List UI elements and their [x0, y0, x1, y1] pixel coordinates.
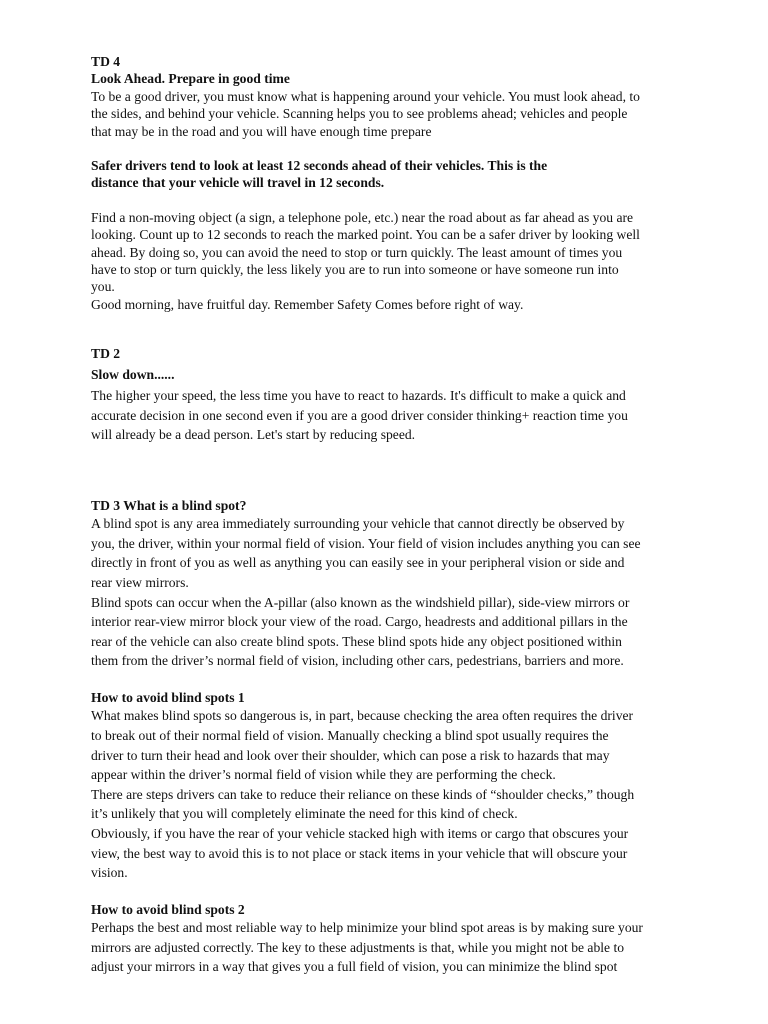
text-line: To be a good driver, you must know what is happening around your vehicle. You must look ahead, to: [91, 88, 640, 104]
avoid1-heading: How to avoid blind spots 1: [91, 690, 245, 706]
text-line: rear view mirrors.: [91, 575, 189, 591]
text-line: Perhaps the best and most reliable way to help minimize your blind spot areas is by making sure your: [91, 920, 643, 936]
text-line: ahead. By doing so, you can avoid the need to stop or turn quickly. The least amount of times you: [91, 244, 623, 260]
text-line: Find a non-moving object (a sign, a telephone pole, etc.) near the road about as far ahead as you are: [91, 209, 634, 225]
text-line: driver to turn their head and look over their shoulder, which can pose a risk to hazards that may: [91, 747, 610, 763]
text-line: Obviously, if you have the rear of your vehicle stacked high with items or cargo that obscures your: [91, 826, 629, 841]
text-line: A blind spot is any area immediately surrounding your vehicle that cannot directly be observed by: [91, 516, 625, 532]
td4-subheading: Look Ahead. Prepare in good time: [91, 71, 290, 87]
text-line: looking. Count up to 12 seconds to reach the marked point. You can be a safer driver by looking well: [91, 227, 640, 243]
avoid2-heading: How to avoid blind spots 2: [91, 901, 245, 917]
text-line: will already be a dead person. Let's start by reducing speed.: [91, 427, 416, 443]
text-line: it’s unlikely that you will completely eliminate the need for this kind of check.: [91, 806, 518, 822]
text-line: rear of the vehicle can also create blind spots. These blind spots hide any object positioned within: [91, 633, 622, 649]
text-line: vision.: [91, 865, 128, 881]
text-line: you.: [91, 279, 115, 295]
td4-closing: Good morning, have fruitful day. Remember Safety Comes before right of way.: [91, 296, 524, 312]
td3-paragraph-1: [91, 514, 691, 592]
td4-heading: TD 4: [91, 54, 121, 69]
text-line: What makes blind spots so dangerous is, in part, because checking the area often requires the driver: [91, 708, 634, 724]
text-line: them from the driver’s normal field of vision, including other cars, pedestrians, barriers and more.: [91, 653, 624, 669]
td4-paragraph-2: [91, 209, 691, 296]
td2-paragraph: [91, 386, 691, 445]
text-line: have to stop or turn quickly, the less likely you are to run into someone or have someone run into: [91, 262, 619, 278]
text-line: distance that your vehicle will travel in 12 seconds.: [91, 175, 385, 191]
text-line: the sides, and behind your vehicle. Scanning helps you to see problems ahead; vehicles and people: [91, 106, 628, 122]
td2-heading: TD 2: [91, 346, 121, 362]
td4-bold-paragraph: [91, 157, 691, 192]
text-line: you, the driver, within your normal field of vision. Your field of vision includes anything you can see: [91, 535, 641, 551]
text-line: Safer drivers tend to look at least 12 seconds ahead of their vehicles. This is the: [91, 158, 548, 174]
text-line: directly in front of you as well as anything you can easily see in your peripheral vision or side and: [91, 555, 625, 571]
td4-paragraph-1: [91, 88, 691, 140]
avoid1-paragraph-3: [91, 824, 691, 883]
avoid1-paragraph-1: [91, 706, 691, 784]
text-line: that may be in the road and you will have enough time prepare: [91, 123, 432, 139]
text-line: view, the best way to avoid this is to not place or stack items in your vehicle that will obscure your: [91, 845, 628, 861]
td3-paragraph-2: [91, 593, 691, 671]
text-line: mirrors are adjusted correctly. The key to these adjustments is that, while you might not be able to: [91, 939, 625, 955]
text-line: appear within the driver’s normal field of vision while they are performing the check.: [91, 767, 556, 783]
text-line: accurate decision in one second even if you are a good driver consider thinking+ reaction time you: [91, 407, 628, 423]
td3-heading: TD 3 What is a blind spot?: [91, 497, 247, 513]
text-line: interior rear-view mirror block your view of the road. Cargo, headrests and additional pillars in the: [91, 614, 628, 630]
document-page: [91, 53, 691, 977]
avoid2-paragraph: [91, 918, 691, 977]
text-line: Blind spots can occur when the A-pillar (also known as the windshield pillar), side-view mirrors or: [91, 594, 630, 610]
text-line: adjust your mirrors in a way that gives you a full field of vision, you can minimize the blind spot: [91, 959, 618, 975]
text-line: The higher your speed, the less time you have to react to hazards. It's difficult to make a quick and: [91, 388, 626, 404]
text-line: to break out of their normal field of vision. Manually checking a blind spot usually requires the: [91, 728, 609, 744]
text-line: There are steps drivers can take to reduce their reliance on these kinds of “shoulder checks,” though: [91, 786, 635, 802]
td2-subheading: Slow down......: [91, 366, 175, 382]
avoid1-paragraph-2: [91, 785, 691, 824]
